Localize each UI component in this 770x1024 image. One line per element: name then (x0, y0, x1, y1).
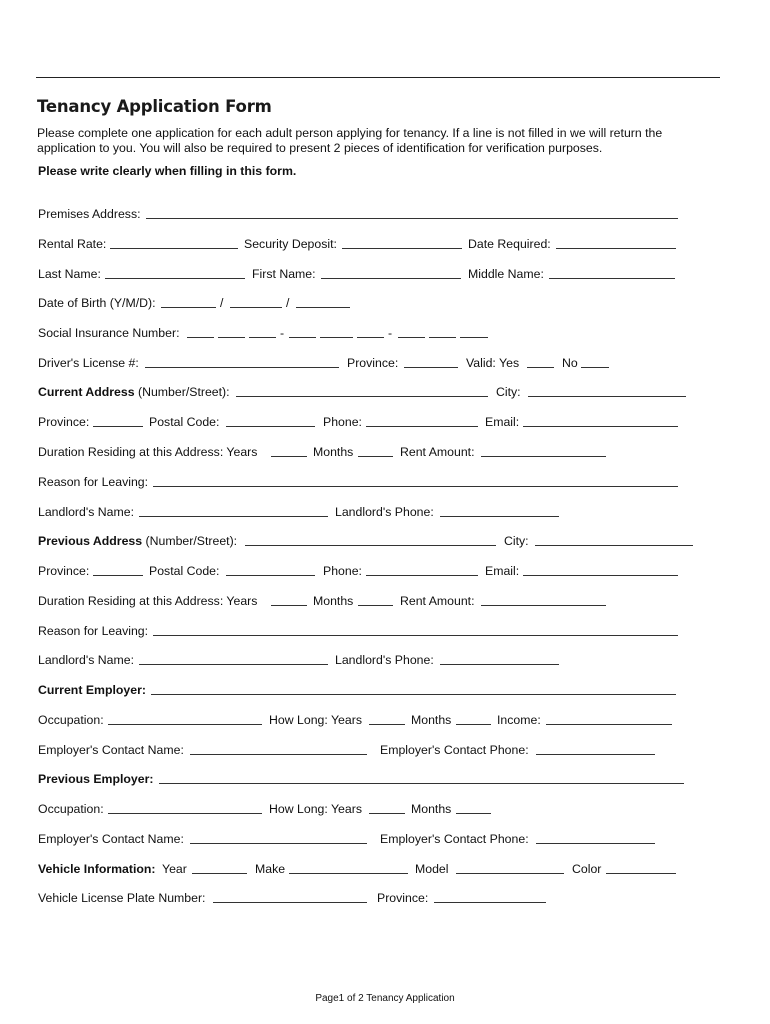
vehicle-plate-label: Vehicle License Plate Number: (38, 891, 206, 905)
valid-yes-label: Valid: Yes (466, 356, 520, 370)
current-duration-months-field[interactable] (358, 456, 393, 457)
dob-month-field[interactable] (230, 307, 282, 308)
previous-address-field[interactable] (245, 545, 496, 546)
current-occupation-field[interactable] (108, 724, 262, 725)
current-employer-field[interactable] (151, 694, 676, 695)
current-landlord-phone-field[interactable] (440, 516, 559, 517)
current-landlord-phone-label: Landlord's Phone: (335, 505, 434, 519)
previous-occupation-row (38, 800, 738, 818)
drivers-license-label: Driver's License #: (38, 356, 139, 370)
page-footer: Page1 of 2 Tenancy Application (315, 993, 455, 1004)
previous-contact-row (38, 562, 738, 580)
date-required-label: Date Required: (468, 237, 551, 251)
current-employer-contact-phone-field[interactable] (536, 754, 655, 755)
current-income-field[interactable] (546, 724, 672, 725)
sin-label: Social Insurance Number: (38, 326, 180, 340)
previous-reason-label: Reason for Leaving: (38, 624, 149, 638)
current-city-field[interactable] (528, 396, 686, 397)
intro-line-2: application to you. You will also be required to present 2 pieces of identification for verification purposes. (37, 141, 603, 155)
previous-city-field[interactable] (535, 545, 693, 546)
premises-row (38, 205, 738, 223)
previous-months-label: Months (411, 802, 452, 816)
current-duration-months-label: Months (313, 445, 354, 459)
current-months-label: Months (411, 713, 452, 727)
current-employer-contact-name-label: Employer's Contact Name: (38, 743, 184, 757)
date-required-field[interactable] (556, 248, 676, 249)
current-phone-field[interactable] (366, 426, 478, 427)
sin-digit-9[interactable] (460, 337, 488, 338)
previous-how-long-years-field[interactable] (369, 813, 405, 814)
form-title: Tenancy Application Form (37, 97, 272, 116)
current-address-label: Current Address (Number/Street): (38, 385, 230, 399)
current-income-label: Income: (497, 713, 541, 727)
dob-day-field[interactable] (296, 307, 350, 308)
license-province-field[interactable] (404, 367, 458, 368)
current-reason-field[interactable] (153, 486, 678, 487)
dob-label: Date of Birth (Y/M/D): (38, 296, 156, 310)
current-city-label: City: (496, 385, 521, 399)
sin-dash-1: - (280, 326, 285, 340)
previous-landlord-phone-label: Landlord's Phone: (335, 653, 434, 667)
previous-employer-row (38, 770, 738, 788)
name-row (38, 265, 738, 283)
current-phone-label: Phone: (323, 415, 362, 429)
vehicle-model-label: Model (415, 862, 449, 876)
current-duration-years-field[interactable] (271, 456, 307, 457)
current-employer-contact-name-field[interactable] (190, 754, 367, 755)
vehicle-row (38, 860, 738, 878)
last-name-label: Last Name: (38, 267, 101, 281)
vehicle-color-label: Color (572, 862, 602, 876)
current-employer-contact-phone-label: Employer's Contact Phone: (380, 743, 529, 757)
sin-digit-2[interactable] (218, 337, 245, 338)
previous-email-field[interactable] (523, 575, 678, 576)
current-rent-amount-field[interactable] (481, 456, 606, 457)
sin-digit-7[interactable] (398, 337, 425, 338)
current-how-long-months-field[interactable] (456, 724, 491, 725)
previous-employer-contact-phone-field[interactable] (536, 843, 655, 844)
vehicle-color-field[interactable] (606, 873, 676, 874)
current-occupation-row (38, 711, 738, 729)
previous-employer-contact-row (38, 830, 738, 848)
sin-row (38, 324, 738, 342)
license-province-label: Province: (347, 356, 399, 370)
previous-how-long-label: How Long: Years (269, 802, 362, 816)
vehicle-info-label: Vehicle Information: (38, 862, 156, 876)
current-employer-label: Current Employer: (38, 683, 146, 697)
vehicle-plate-field[interactable] (213, 902, 367, 903)
current-how-long-years-field[interactable] (369, 724, 405, 725)
current-how-long-label: How Long: Years (269, 713, 362, 727)
license-row (38, 354, 738, 372)
security-deposit-label: Security Deposit: (244, 237, 337, 251)
previous-duration-months-label: Months (313, 594, 354, 608)
security-deposit-field[interactable] (342, 248, 462, 249)
current-province-label: Province: (38, 415, 90, 429)
current-address-row (38, 383, 738, 401)
current-email-field[interactable] (523, 426, 678, 427)
last-name-field[interactable] (105, 278, 245, 279)
previous-how-long-months-field[interactable] (456, 813, 491, 814)
previous-rent-amount-field[interactable] (481, 605, 606, 606)
vehicle-model-field[interactable] (456, 873, 564, 874)
first-name-label: First Name: (252, 267, 316, 281)
current-landlord-name-label: Landlord's Name: (38, 505, 134, 519)
previous-city-label: City: (504, 534, 529, 548)
sin-digit-1[interactable] (187, 337, 214, 338)
current-employer-row (38, 681, 738, 699)
previous-employer-contact-name-field[interactable] (190, 843, 367, 844)
previous-employer-contact-phone-label: Employer's Contact Phone: (380, 832, 529, 846)
vehicle-year-field[interactable] (192, 873, 247, 874)
current-occupation-label: Occupation: (38, 713, 104, 727)
previous-province-label: Province: (38, 564, 90, 578)
previous-occupation-label: Occupation: (38, 802, 104, 816)
current-reason-row (38, 473, 738, 491)
previous-reason-row (38, 622, 738, 640)
previous-address-label: Previous Address (Number/Street): (38, 534, 238, 548)
sin-digit-3[interactable] (249, 337, 276, 338)
intro-text (37, 126, 727, 156)
previous-duration-years-label: Duration Residing at this Address: Years (38, 594, 258, 608)
rental-rate-field[interactable] (110, 248, 238, 249)
vehicle-plate-row (38, 889, 738, 907)
current-province-field[interactable] (93, 426, 143, 427)
previous-duration-years-field[interactable] (271, 605, 307, 606)
sin-dash-2: - (388, 326, 393, 340)
previous-landlord-row (38, 651, 738, 669)
current-employer-contact-row (38, 741, 738, 759)
current-email-label: Email: (485, 415, 520, 429)
previous-postal-code-field[interactable] (226, 575, 315, 576)
previous-address-row (38, 532, 738, 550)
previous-landlord-name-field[interactable] (139, 664, 328, 665)
middle-name-field[interactable] (549, 278, 675, 279)
current-postal-code-field[interactable] (226, 426, 315, 427)
current-landlord-name-field[interactable] (139, 516, 328, 517)
previous-phone-field[interactable] (366, 575, 478, 576)
vehicle-make-label: Make (255, 862, 286, 876)
intro-line-1: Please complete one application for each adult person applying for tenancy. If a line is not filled in we will return the (37, 126, 663, 140)
first-name-field[interactable] (321, 278, 461, 279)
write-clearly-note: Please write clearly when filling in this form. (38, 164, 297, 178)
vehicle-province-field[interactable] (434, 902, 546, 903)
current-postal-code-label: Postal Code: (149, 415, 220, 429)
previous-employer-label: Previous Employer: (38, 772, 154, 786)
sin-digit-6[interactable] (357, 337, 384, 338)
current-landlord-row (38, 503, 738, 521)
valid-no-field[interactable] (581, 367, 609, 368)
sin-digit-4[interactable] (289, 337, 316, 338)
dob-row (38, 294, 738, 312)
previous-landlord-phone-field[interactable] (440, 664, 559, 665)
previous-province-field[interactable] (93, 575, 143, 576)
current-reason-label: Reason for Leaving: (38, 475, 149, 489)
previous-rent-amount-label: Rent Amount: (400, 594, 475, 608)
current-contact-row (38, 413, 738, 431)
previous-reason-field[interactable] (153, 635, 678, 636)
current-duration-years-label: Duration Residing at this Address: Years (38, 445, 258, 459)
vehicle-province-label: Province: (377, 891, 429, 905)
dob-slash-1: / (220, 296, 224, 310)
current-rent-amount-label: Rent Amount: (400, 445, 475, 459)
valid-yes-field[interactable] (527, 367, 554, 368)
middle-name-label: Middle Name: (468, 267, 544, 281)
current-address-field[interactable] (236, 396, 488, 397)
vehicle-make-field[interactable] (289, 873, 408, 874)
top-rule (36, 77, 720, 78)
rental-row (38, 235, 738, 253)
drivers-license-field[interactable] (145, 367, 339, 368)
previous-email-label: Email: (485, 564, 520, 578)
previous-employer-contact-name-label: Employer's Contact Name: (38, 832, 184, 846)
previous-duration-months-field[interactable] (358, 605, 393, 606)
sin-digit-8[interactable] (429, 337, 456, 338)
dob-slash-2: / (286, 296, 290, 310)
vehicle-year-label: Year (162, 862, 187, 876)
premises-address-field[interactable] (146, 218, 678, 219)
sin-digit-5[interactable] (320, 337, 353, 338)
rental-rate-label: Rental Rate: (38, 237, 107, 251)
previous-phone-label: Phone: (323, 564, 362, 578)
previous-postal-code-label: Postal Code: (149, 564, 220, 578)
previous-duration-row (38, 592, 738, 610)
previous-landlord-name-label: Landlord's Name: (38, 653, 134, 667)
dob-year-field[interactable] (161, 307, 216, 308)
previous-occupation-field[interactable] (108, 813, 262, 814)
premises-address-label: Premises Address: (38, 207, 141, 221)
current-duration-row (38, 443, 738, 461)
previous-employer-field[interactable] (159, 783, 684, 784)
valid-no-label: No (562, 356, 578, 370)
